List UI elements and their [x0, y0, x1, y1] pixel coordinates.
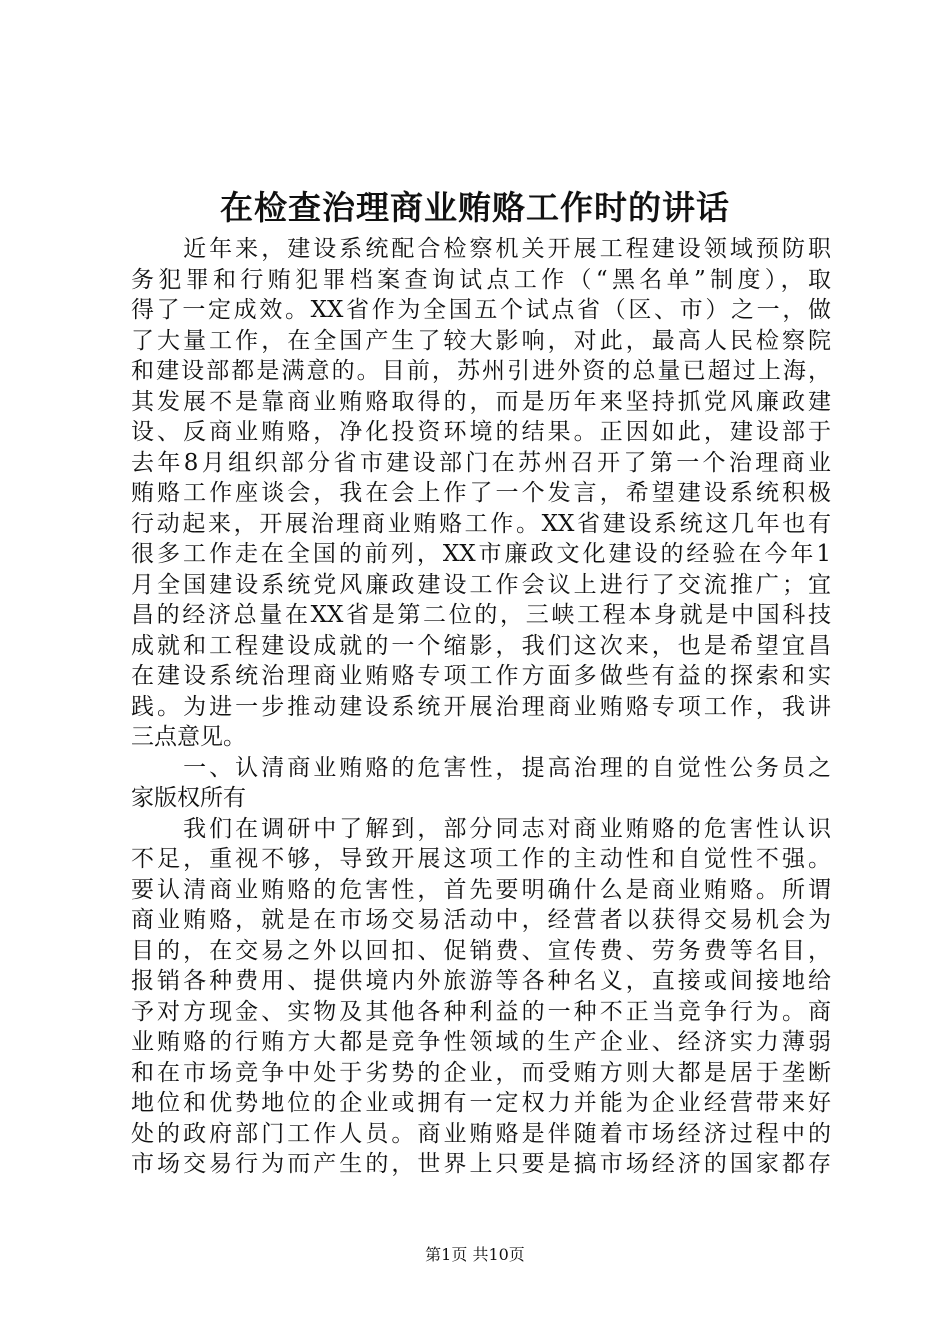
- text-line: 目的，在交易之外以回扣、促销费、宣传费、劳务费等名目，: [131, 937, 831, 964]
- page-footer: 第1页 共10页: [425, 1245, 525, 1264]
- document-title: 在检查治理商业贿赂工作时的讲话: [220, 188, 730, 227]
- text-line: 践。为进一步推动建设系统开展治理商业贿赂专项工作，我讲: [131, 693, 831, 720]
- text-line: 处的政府部门工作人员。商业贿赂是伴随着市场经济过程中的: [131, 1120, 831, 1147]
- text-line: 其发展不是靠商业贿赂取得的，而是历年来坚持抓党风廉政建: [131, 388, 831, 415]
- text-line: 得了一定成效。XX省作为全国五个试点省（区、市）之一，做: [131, 297, 831, 323]
- text-line: 和建设部都是满意的。目前，苏州引进外资的总量已超过上海，: [131, 358, 831, 384]
- text-line: 在建设系统治理商业贿赂专项工作方面多做些有益的探索和实: [131, 663, 831, 689]
- text-line: 了大量工作，在全国产生了较大影响，对此，最高人民检察院: [131, 327, 831, 354]
- text-line: 地位和优势地位的企业或拥有一定权力并能为企业经营带来好: [131, 1090, 831, 1116]
- section-heading-line: 一、认清商业贿赂的危害性，提高治理的自觉性公务员之: [131, 754, 831, 781]
- text-line: 贿赂工作座谈会，我在会上作了一个发言，希望建设系统积极: [131, 480, 831, 506]
- section-heading-line: 家版权所有: [131, 785, 246, 811]
- text-line: 行动起来，开展治理商业贿赂工作。XX省建设系统这几年也有: [131, 510, 831, 537]
- text-line: 近年来，建设系统配合检察机关开展工程建设领域预防职: [131, 236, 831, 262]
- document-body: [131, 234, 831, 1180]
- text-line: 业贿赂的行贿方大都是竞争性领域的生产企业、经济实力薄弱: [131, 1029, 831, 1055]
- text-line: 不足，重视不够，导致开展这项工作的主动性和自觉性不强。: [131, 846, 831, 872]
- text-line: 我们在调研中了解到，部分同志对商业贿赂的危害性认识: [131, 815, 831, 842]
- text-line: 很多工作走在全国的前列，XX市廉政文化建设的经验在今年1: [131, 541, 831, 567]
- text-line: 务犯罪和行贿犯罪档案查询试点工作（“黑名单”制度），取: [131, 266, 831, 293]
- text-line: 商业贿赂，就是在市场交易活动中，经营者以获得交易机会为: [131, 907, 831, 933]
- text-line: 予对方现金、实物及其他各种利益的一种不正当竞争行为。商: [131, 998, 831, 1025]
- text-line: 三点意见。: [131, 724, 246, 750]
- text-line: 要认清商业贿赂的危害性，首先要明确什么是商业贿赂。所谓: [131, 876, 831, 903]
- text-line: 月全国建设系统党风廉政建设工作会议上进行了交流推广；宜: [131, 571, 831, 598]
- text-line: 昌的经济总量在XX省是第二位的，三峡工程本身就是中国科技: [131, 602, 831, 628]
- text-line: 和在市场竞争中处于劣势的企业，而受贿方则大都是居于垄断: [131, 1059, 831, 1086]
- text-line: 去年8月组织部分省市建设部门在苏州召开了第一个治理商业: [131, 449, 831, 476]
- text-line: 设、反商业贿赂，净化投资环境的结果。正因如此，建设部于: [131, 419, 831, 445]
- text-line: 报销各种费用、提供境内外旅游等各种名义，直接或间接地给: [131, 968, 831, 994]
- text-line: 成就和工程建设成就的一个缩影，我们这次来，也是希望宜昌: [131, 632, 831, 659]
- text-line: 市场交易行为而产生的，世界上只要是搞市场经济的国家都存: [131, 1151, 831, 1177]
